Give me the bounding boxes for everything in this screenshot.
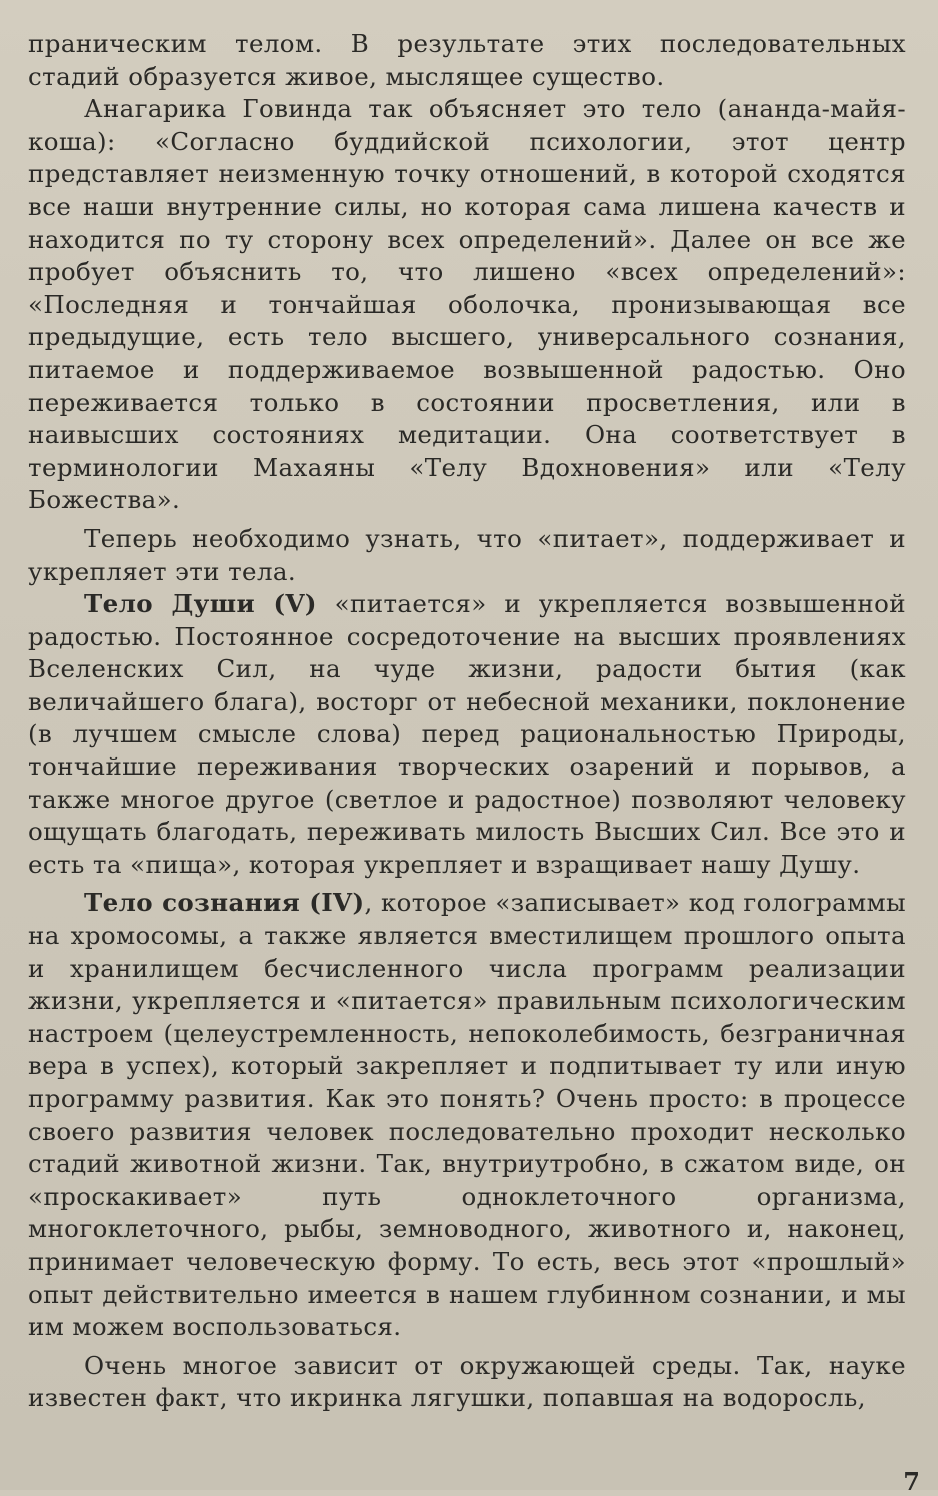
paragraph-1: праническим телом. В результате этих последовательных стадий образуется живое, мыслящее существо.	[28, 29, 906, 91]
paragraph-4: Тело Души (V) «питается» и укрепляется возвышенной радостью. Постоянное сосредоточение на высших проявлениях Вселенских Сил, на чуде жизни, радости бытия (как величайшего блага), восторг от небесной механики, поклонение (в лучшем смысле слова) перед рациональностью Природы, тончайшие переживания творческих озарений и порывов, а также многое другое (светлое и радостное) позволяют человеку ощущать благодать, переживать милость Высших Сил. Все это и есть та «пища», которая укрепляет и взращивает нашу Душу.	[28, 589, 907, 879]
paragraph-4-lead: Тело Души (V)	[84, 589, 317, 619]
paragraph-2: Анагарика Говинда так объясняет это тело (ананда-майя-коша): «Согласно буддийской психологии, этот центр представляет неизменную точку отношений, в которой сходятся все наши внутренние силы, но которая сама лишена качеств и находится по ту сторону всех определений». Далее он все же пробует объяснить то, что лишено «всех определений»: «Последняя и тончайшая оболочка, пронизывающая все предыдущие, есть тело высшего, универсального сознания, питаемое и поддерживаемое возвышенной радостью. Оно переживается только в состоянии просветления, или в наивысших состояниях медитации. Она соответствует в терминологии Махаяны «Телу Вдохновения» или «Телу Божества».	[28, 94, 906, 515]
page-number: 7	[903, 1467, 920, 1496]
paragraph-6: Очень многое зависит от окружающей среды. Так, науке известен факт, что икринка лягушки, попавшая на водоросль,	[28, 1350, 906, 1413]
page-body-text	[28, 28, 906, 1415]
paragraph-3: Теперь необходимо узнать, что «питает», поддерживает и укрепляет эти тела.	[28, 523, 906, 586]
paragraph-5: Тело сознания (IV), которое «записывает» код голограммы на хромосомы, а также является вместилищем прошлого опыта и хранилищем бесчисленного числа программ реализации жизни, укрепляется и «питается» правильным психологическим настроем (целеустремленность, непоколебимость, безграничная вера в успех), который закрепляет и подпитывает ту или иную программу развития. Как это понять? Очень просто: в процессе своего развития человек последовательно проходит несколько стадий животной жизни. Так, внутриутробно, в сжатом виде, он «проскакивает» путь одноклеточного организма, многоклеточного, рыбы, земноводного, животного и, наконец, принимает человеческую форму. То есть, весь этот «прошлый» опыт действительно имеется в нашем глубинном сознании, и мы им можем воспользоваться.	[28, 888, 906, 1342]
paragraph-5-lead: Тело сознания (IV)	[84, 888, 365, 918]
